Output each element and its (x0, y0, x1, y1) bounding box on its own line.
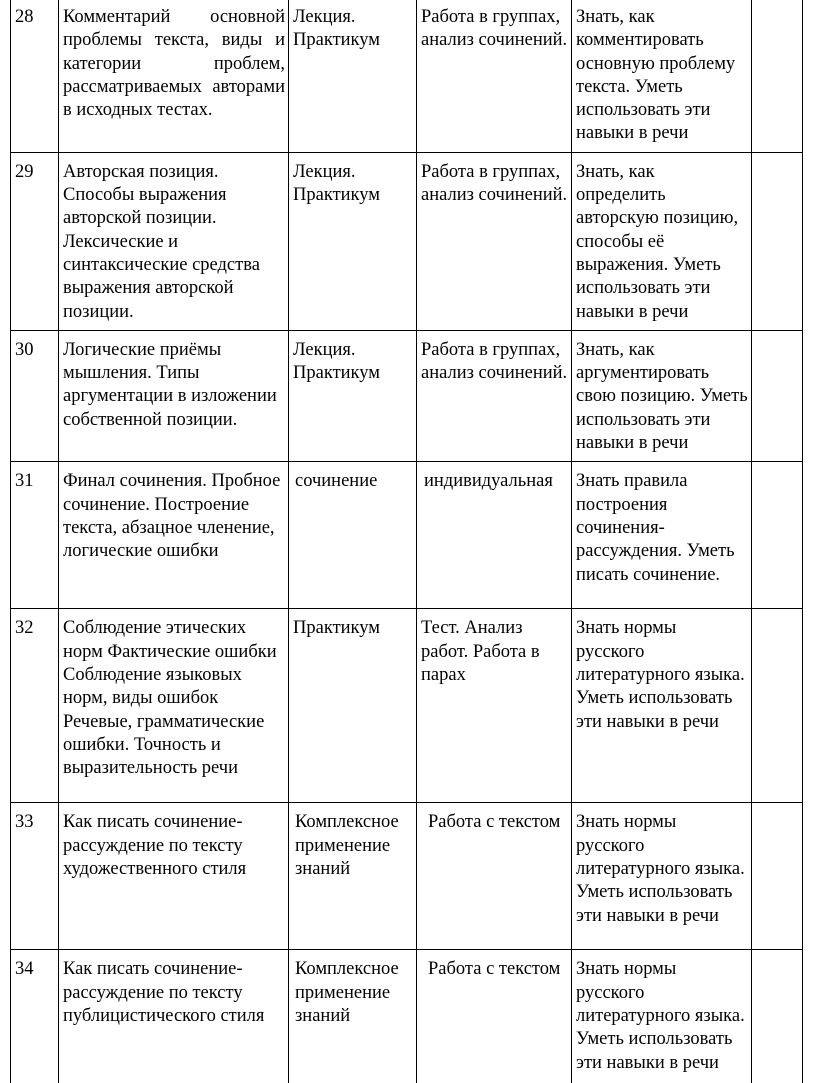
lesson-number: 33 (15, 812, 34, 833)
lesson-outcome-cell (572, 950, 752, 1083)
lesson-topic-cell (59, 462, 289, 609)
lesson-plan-table (10, 0, 803, 1083)
lesson-number: 30 (15, 339, 34, 360)
lesson-number-cell (11, 609, 59, 803)
lesson-topic-cell (59, 950, 289, 1083)
lesson-topic-cell (59, 330, 289, 461)
lesson-activity: Работа в группах, анализ сочинений. (421, 161, 568, 206)
lesson-outcome-cell (572, 330, 752, 461)
lesson-extra-cell (752, 330, 803, 461)
lesson-number: 34 (15, 959, 34, 980)
lesson-form: Комплексное применение знаний (295, 812, 399, 879)
lesson-activity-cell (417, 330, 572, 461)
lesson-form: Практикум (293, 618, 380, 639)
lesson-form: Комплексное применение знаний (295, 959, 399, 1026)
lesson-extra-cell (752, 803, 803, 950)
lesson-topic-cell (59, 609, 289, 803)
lesson-outcome: Знать нормы русского литературного языка. Уметь использовать эти навыки в речи (576, 618, 745, 732)
lesson-number: 29 (15, 161, 34, 182)
lesson-form-cell (289, 803, 417, 950)
lesson-form: Лекция. Практикум (293, 339, 380, 384)
lesson-outcome: Знать, как комментировать основную проблему текста. Уметь использовать эти навыки в речи (576, 7, 736, 144)
lesson-activity-cell (417, 0, 572, 152)
table-row (11, 950, 803, 1083)
lesson-outcome: Знать, как аргументировать свою позицию. Уметь использовать эти навыки в речи (576, 339, 748, 454)
table-row (11, 152, 803, 330)
lesson-form: сочинение (295, 471, 378, 492)
lesson-number: 31 (15, 471, 34, 492)
lesson-form-cell (289, 0, 417, 152)
lesson-extra-cell (752, 152, 803, 330)
lesson-topic: Комментарий основной проблемы текста, виды и категории проблем, рассматриваемых авторами в исходных тестах. (63, 7, 285, 121)
lesson-outcome: Знать нормы русского литературного языка. Уметь использовать эти навыки в речи (576, 959, 745, 1073)
lesson-activity-cell (417, 152, 572, 330)
lesson-number-cell (11, 462, 59, 609)
lesson-outcome-cell (572, 803, 752, 950)
lesson-extra-cell (752, 462, 803, 609)
table-row (11, 609, 803, 803)
table-row (11, 803, 803, 950)
lesson-topic: Финал сочинения. Пробное сочинение. Построение текста, абзацное членение, логические ошибки (63, 471, 281, 562)
lesson-form-cell (289, 950, 417, 1083)
lesson-activity: Работа с текстом (428, 959, 561, 980)
lesson-outcome-cell (572, 152, 752, 330)
lesson-form-cell (289, 330, 417, 461)
lesson-activity-cell (417, 803, 572, 950)
lesson-outcome: Знать правила построения сочинения-рассуждения. Уметь писать сочинение. (576, 471, 735, 585)
lesson-topic: Как писать сочинение-рассуждение по тексту публицистического стиля (63, 959, 265, 1026)
lesson-number-cell (11, 0, 59, 152)
lesson-topic: Логические приёмы мышления. Типы аргументации в изложении собственной позиции. (63, 339, 277, 430)
lesson-number-cell (11, 803, 59, 950)
lesson-activity-cell (417, 950, 572, 1083)
lesson-number: 28 (15, 7, 34, 27)
table-row (11, 0, 803, 152)
lesson-activity: индивидуальная (424, 471, 553, 492)
lesson-number-cell (11, 152, 59, 330)
lesson-activity: Работа с текстом (428, 812, 561, 833)
lesson-activity-cell (417, 609, 572, 803)
lesson-activity: Работа в группах, анализ сочинений. (421, 7, 568, 51)
table-row (11, 330, 803, 461)
lesson-extra-cell (752, 609, 803, 803)
table-row (11, 462, 803, 609)
lesson-form: Лекция. Практикум (293, 161, 380, 206)
lesson-activity: Работа в группах, анализ сочинений. (421, 339, 568, 384)
lesson-outcome: Знать, как определить авторскую позицию, способы её выражения. Уметь использовать эти навыки в речи (576, 161, 739, 322)
lesson-form-cell (289, 462, 417, 609)
lesson-activity-cell (417, 462, 572, 609)
lesson-outcome-cell (572, 0, 752, 152)
lesson-topic: Авторская позиция. Способы выражения авторской позиции. Лексические и синтаксические средства выражения авторской позиции. (63, 161, 260, 322)
lesson-form-cell (289, 609, 417, 803)
lesson-form: Лекция. Практикум (293, 7, 380, 51)
lesson-topic: Как писать сочинение-рассуждение по тексту художественного стиля (63, 812, 247, 879)
lesson-topic-cell (59, 152, 289, 330)
lesson-topic-cell (59, 0, 289, 152)
lesson-topic: Соблюдение этических норм Фактические ошибки Соблюдение языковых норм, виды ошибок Речевые, грамматические ошибки. Точность и выразительность речи (63, 618, 277, 779)
lesson-outcome: Знать нормы русского литературного языка. Уметь использовать эти навыки в речи (576, 812, 745, 926)
lesson-outcome-cell (572, 609, 752, 803)
lesson-outcome-cell (572, 462, 752, 609)
lesson-activity: Тест. Анализ работ. Работа в парах (421, 618, 540, 685)
lesson-form-cell (289, 152, 417, 330)
lesson-number-cell (11, 330, 59, 461)
lesson-extra-cell (752, 0, 803, 152)
lesson-extra-cell (752, 950, 803, 1083)
lesson-number-cell (11, 950, 59, 1083)
lesson-number: 32 (15, 618, 34, 639)
lesson-topic-cell (59, 803, 289, 950)
